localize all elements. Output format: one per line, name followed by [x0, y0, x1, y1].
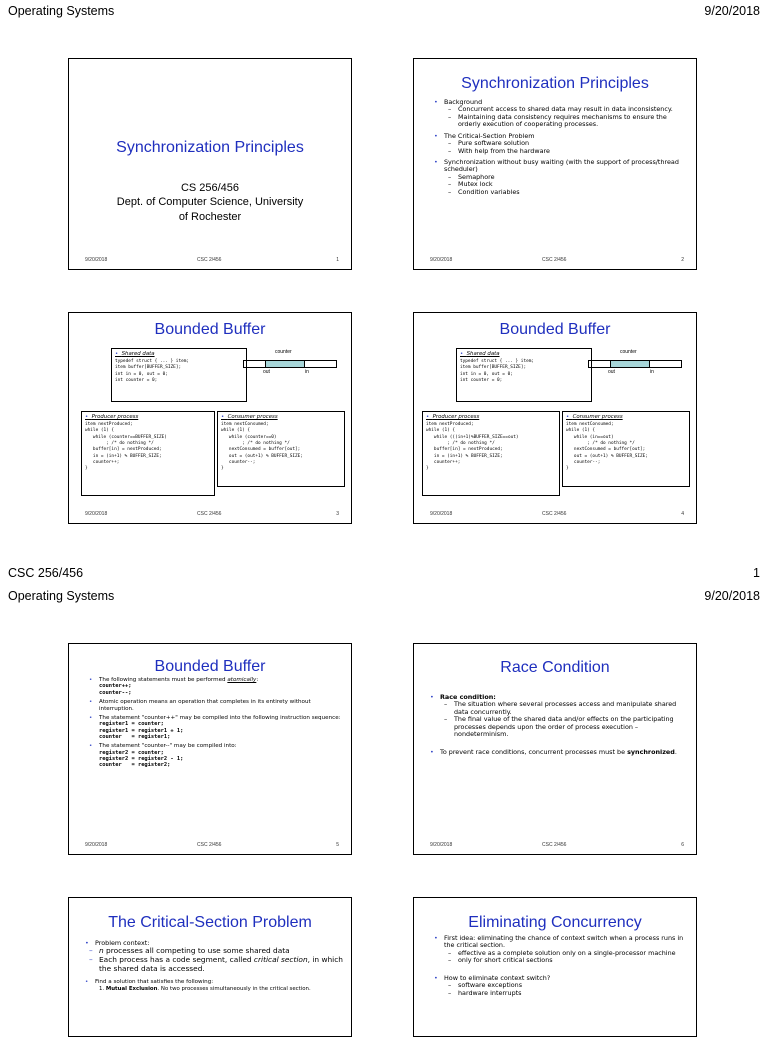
buffer-fill: [610, 360, 650, 368]
slide-2: [413, 58, 697, 270]
bullet-list: [428, 694, 690, 756]
slide-course: CSC 2/456: [197, 842, 222, 848]
consumer-header: • Consumer process: [566, 414, 686, 422]
buffer-diagram: [588, 349, 682, 377]
buffer-diagram: [243, 349, 337, 377]
sub-bullet: – Each process has a code segment, called critical section, in which the shared data is accessed.: [89, 955, 343, 973]
sub-bullet: – Pure software solution: [448, 140, 688, 147]
bullet-list: [432, 935, 690, 997]
slide-title: Bounded Buffer: [499, 321, 611, 338]
slide-number: 1: [336, 257, 339, 263]
slide-1: [68, 58, 352, 270]
slide-title: Bounded Buffer: [154, 321, 266, 338]
bullet-list: [83, 940, 345, 992]
sub-bullet: – The situation where several processes access and manipulate shared data concurrently.: [444, 701, 690, 716]
bullet-list: [432, 99, 688, 196]
consumer-box: [217, 411, 345, 487]
consumer-box: [562, 411, 690, 487]
bullet: • The following statements must be performed atomically:: [87, 677, 345, 683]
slide-course: CSC 2/456: [542, 842, 567, 848]
sub-bullet: – The final value of the shared data and/or effects on the participating processes depends upon the order of process execution – nondeterminism.: [444, 716, 690, 738]
sub-bullet: – only for short critical sections: [448, 957, 690, 964]
sub-bullet: – software exceptions: [448, 982, 690, 989]
slide-date: 9/20/2018: [85, 842, 108, 848]
code-block: counter++; counter--;: [99, 683, 132, 696]
dept-line-2: of Rochester: [178, 210, 242, 223]
slide-title: Synchronization Principles: [116, 139, 304, 156]
slide-6: [413, 643, 697, 855]
slide-5: [68, 643, 352, 855]
slide-8: [413, 897, 697, 1037]
bullet: • To prevent race conditions, concurrent processes must be synchronized.: [428, 749, 690, 756]
out-label: out: [263, 369, 270, 375]
slide-number: 4: [681, 511, 684, 517]
bullet: • The statement "counter++" may be compiled into the following instruction sequence:: [87, 715, 345, 721]
shared-data-code: typedef struct { ... } item; item buffer[BUFFER_SIZE]; int in = 0, out = 0; int counter = 0;: [460, 358, 535, 383]
producer-header: • Producer process: [85, 414, 211, 422]
slide-course: CSC 2/456: [542, 257, 567, 263]
page-header-date: 9/20/2018: [704, 589, 760, 603]
slide-course: CSC 2/456: [197, 511, 222, 517]
numbered-item: 1. Mutual Exclusion. No two processes simultaneously in the critical section.: [99, 985, 311, 992]
course-line: CS 256/456: [180, 182, 240, 194]
shared-data-code: typedef struct { ... } item; item buffer[BUFFER_SIZE]; int in = 0, out = 0; int counter = 0;: [115, 358, 190, 383]
producer-code: item nextProduced; while (1) { while (counter==BUFFER_SIZE) ; /* do nothing */ buffer[in] = nextProduced; in = (in+1) % BUFFER_SIZE; counter++; }: [85, 421, 167, 472]
buffer-fill: [265, 360, 305, 368]
slide-date: 9/20/2018: [430, 257, 453, 263]
consumer-header: • Consumer process: [221, 414, 341, 422]
bullet: • Background – Concurrent access to shared data may result in data inconsistency. – Maintaining data consistency requires mechanisms to ensure the orderly execution of cooperating processes.: [432, 99, 688, 129]
in-label: in: [305, 369, 309, 375]
bullet: • First idea: eliminating the chance of context switch when a process runs in the critical section. – effective as a complete solution only on a single-processor machine – only for short critical sections: [432, 935, 690, 965]
bullet-list: [87, 677, 345, 769]
sub-bullet: – Maintaining data consistency requires mechanisms to ensure the orderly execution of cooperating processes.: [448, 114, 688, 129]
sub-bullet: – Semaphore: [448, 174, 688, 181]
page-footer-course: CSC 256/456: [8, 566, 84, 580]
slide-7: [68, 897, 352, 1037]
dept-line-1: Dept. of Computer Science, University: [116, 196, 304, 209]
slide-title: Race Condition: [500, 659, 610, 676]
bullet: • Find a solution that satisfies the following:: [83, 979, 345, 985]
slide-title: Eliminating Concurrency: [468, 914, 642, 931]
shared-data-box: [111, 348, 247, 402]
sub-bullet: – hardware interrupts: [448, 990, 690, 997]
code-block: register1 = counter; register1 = register1 + 1; counter = register1;: [99, 721, 184, 740]
sub-bullet: – Mutex lock: [448, 181, 688, 188]
bullet: • Synchronization without busy waiting (with the support of process/thread scheduler) – Semaphore – Mutex lock – Condition variables: [432, 159, 688, 196]
slide-title: Bounded Buffer: [154, 658, 266, 675]
out-label: out: [608, 369, 615, 375]
slide-number: 2: [681, 257, 684, 263]
bullet: • The statement "counter--" may be compiled into:: [87, 743, 345, 749]
slide-4: [413, 312, 697, 524]
slide-date: 9/20/2018: [430, 511, 453, 517]
bullet: • How to eliminate context switch? – software exceptions – hardware interrupts: [432, 975, 690, 997]
slide-subtitle: [69, 181, 351, 224]
shared-data-box: [456, 348, 592, 402]
producer-box: [422, 411, 560, 496]
slide-title: The Critical-Section Problem: [108, 914, 312, 931]
sub-bullet: – Concurrent access to shared data may result in data inconsistency.: [448, 106, 688, 113]
producer-code: item nextProduced; while (1) { while (((in+1)%BUFFER_SIZE==out) ; /* do nothing */ buffer[in] = nextProduced; in = (in+1) % BUFFER_SIZE; counter++; }: [426, 421, 519, 472]
slide-date: 9/20/2018: [430, 842, 453, 848]
bullet: • Race condition: – The situation where several processes access and manipulate shared data concurrently. – The final value of the shared data and/or effects on the participating processes depends upon the order of process execution – nondeterminism.: [428, 694, 690, 739]
sub-bullet: – n processes all competing to use some shared data: [89, 946, 290, 956]
page-header-date: 9/20/2018: [704, 4, 760, 18]
slide-number: 3: [336, 511, 339, 517]
shared-data-header: • Shared data: [460, 351, 588, 359]
code-block: register2 = counter; register2 = register2 - 1; counter = register2;: [99, 749, 184, 769]
bullet: • Atomic operation means an operation that completes in its entirety without interruption.: [87, 699, 345, 712]
consumer-code: item nextConsumed; while (1) { while (counter==0) ; /* do nothing */ nextConsumed = buffer[out]; out = (out+1) % BUFFER_SIZE; counter--; }: [221, 421, 303, 472]
page-header-title: Operating Systems: [8, 4, 115, 18]
slide-date: 9/20/2018: [85, 257, 108, 263]
sub-bullet: – With help from the hardware: [448, 148, 688, 155]
sub-bullet: – Condition variables: [448, 189, 688, 196]
slide-3: [68, 312, 352, 524]
slide-course: CSC 2/456: [197, 257, 222, 263]
page-header-title: Operating Systems: [8, 589, 115, 603]
in-label: in: [650, 369, 654, 375]
producer-header: • Producer process: [426, 414, 556, 422]
slide-title: Synchronization Principles: [461, 75, 649, 92]
page-footer-number: 1: [753, 566, 760, 580]
counter-label: counter: [620, 349, 637, 355]
bullet: • Problem context:: [83, 940, 345, 947]
consumer-code: item nextConsumed; while (1) { while (in==out) ; /* do nothing */ nextConsumed = buffer[out]; out = (out+1) % BUFFER_SIZE; counter--; }: [566, 421, 648, 472]
bullet: • The Critical-Section Problem – Pure software solution – With help from the hardware: [432, 133, 688, 155]
counter-label: counter: [275, 349, 292, 355]
slide-date: 9/20/2018: [85, 511, 108, 517]
slide-course: CSC 2/456: [542, 511, 567, 517]
shared-data-header: • Shared data: [115, 351, 243, 359]
producer-box: [81, 411, 215, 496]
sub-bullet: – effective as a complete solution only on a single-processor machine: [448, 950, 690, 957]
slide-number: 5: [336, 842, 339, 848]
slide-number: 6: [681, 842, 684, 848]
